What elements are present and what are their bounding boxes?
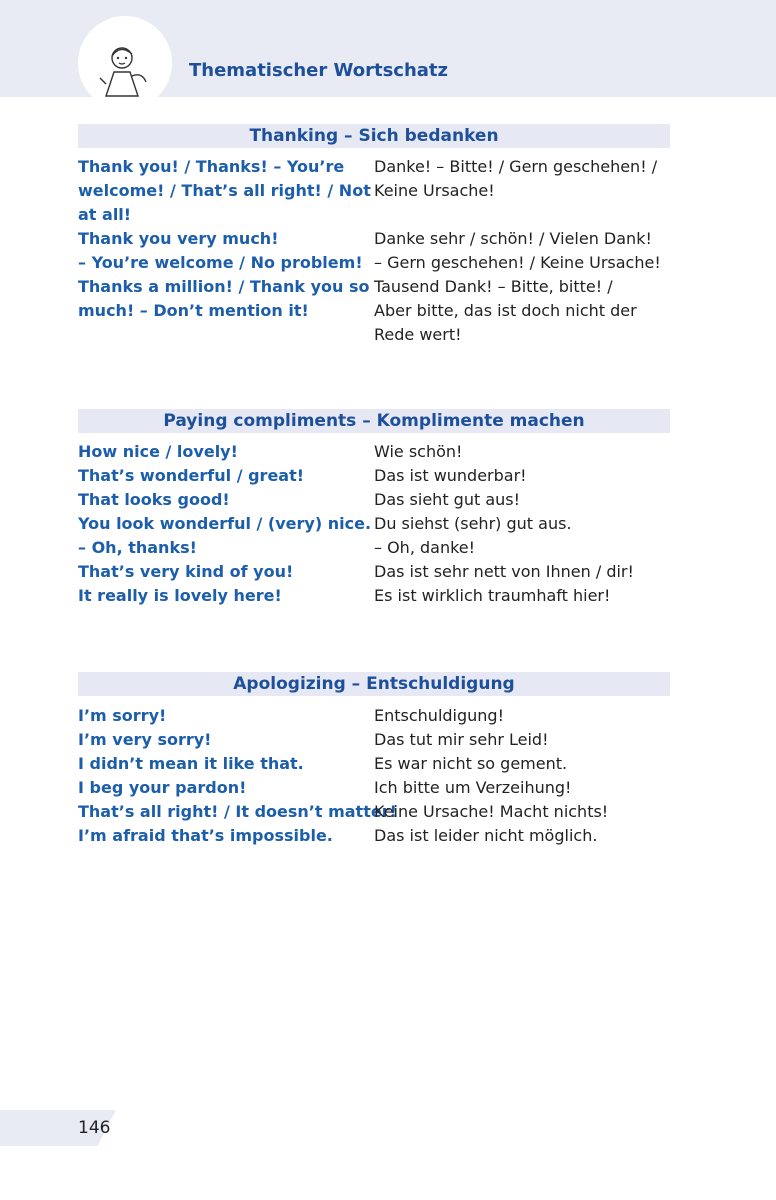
phrase-de	[374, 203, 674, 227]
mascot-illustration-icon	[78, 16, 172, 110]
phrase-en: That’s very kind of you!	[78, 562, 294, 581]
phrase-de: Das ist sehr nett von Ihnen / dir!	[374, 562, 634, 581]
phrase-en: Thank you! / Thanks! – You’re	[78, 157, 345, 176]
phrase-en: It really is lovely here!	[78, 586, 282, 605]
german-phrases-apologizing	[374, 704, 674, 848]
phrase-en: That’s wonderful / great!	[78, 466, 305, 485]
phrase-en: I’m sorry!	[78, 706, 167, 725]
phrase-de: Das sieht gut aus!	[374, 490, 521, 509]
phrase-en: You look wonderful / (very) nice.	[78, 514, 372, 533]
phrase-de: Rede wert!	[374, 325, 462, 344]
phrase-en: I’m very sorry!	[78, 730, 212, 749]
phrase-en: at all!	[78, 205, 132, 224]
phrase-de: Tausend Dank! – Bitte, bitte! /	[374, 277, 613, 296]
english-phrases-thanking	[78, 155, 378, 323]
page-number: 146	[78, 1118, 111, 1138]
phrase-de: Ich bitte um Verzeihung!	[374, 778, 572, 797]
phrase-en: I’m afraid that’s impossible.	[78, 826, 333, 845]
english-phrases-apologizing	[78, 704, 397, 848]
phrase-de: – Gern geschehen! / Keine Ursache!	[374, 253, 661, 272]
phrase-de: Es war nicht so gement.	[374, 754, 568, 773]
phrase-de: Keine Ursache!	[374, 181, 495, 200]
phrase-en: That’s all right! / It doesn’t matter!	[78, 802, 397, 821]
phrase-de: Es ist wirklich traumhaft hier!	[374, 586, 611, 605]
section-heading-compliments: Paying compliments – Komplimente machen	[78, 409, 670, 433]
phrase-en: Thanks a million! / Thank you so	[78, 277, 370, 296]
english-phrases-compliments	[78, 440, 378, 608]
phrase-de: Das ist leider nicht möglich.	[374, 826, 598, 845]
phrase-de: Danke! – Bitte! / Gern geschehen! /	[374, 157, 658, 176]
phrase-de: – Oh, danke!	[374, 538, 476, 557]
phrase-de: Das tut mir sehr Leid!	[374, 730, 549, 749]
phrase-en: That looks good!	[78, 490, 230, 509]
phrase-de: Entschuldigung!	[374, 706, 504, 725]
phrase-en: I beg your pardon!	[78, 778, 247, 797]
phrase-en: How nice / lovely!	[78, 442, 238, 461]
phrase-en: much! – Don’t mention it!	[78, 301, 309, 320]
phrase-en: Thank you very much!	[78, 229, 279, 248]
phrase-de: Aber bitte, das ist doch nicht der	[374, 301, 637, 320]
phrase-de: Wie schön!	[374, 442, 463, 461]
section-heading-thanking: Thanking – Sich bedanken	[78, 124, 670, 148]
phrase-en: – Oh, thanks!	[78, 538, 197, 557]
german-phrases-thanking	[374, 155, 674, 347]
header-title: Thematischer Wortschatz	[189, 60, 449, 81]
phrase-de: Du siehst (sehr) gut aus.	[374, 514, 572, 533]
phrase-de: Danke sehr / schön! / Vielen Dank!	[374, 229, 652, 248]
german-phrases-compliments	[374, 440, 674, 608]
phrase-en: – You’re welcome / No problem!	[78, 253, 363, 272]
phrase-en: I didn’t mean it like that.	[78, 754, 304, 773]
phrase-de: Keine Ursache! Macht nichts!	[374, 802, 609, 821]
phrase-de: Das ist wunderbar!	[374, 466, 527, 485]
section-heading-apologizing: Apologizing – Entschuldigung	[78, 672, 670, 696]
phrase-en: welcome! / That’s all right! / Not	[78, 181, 371, 200]
